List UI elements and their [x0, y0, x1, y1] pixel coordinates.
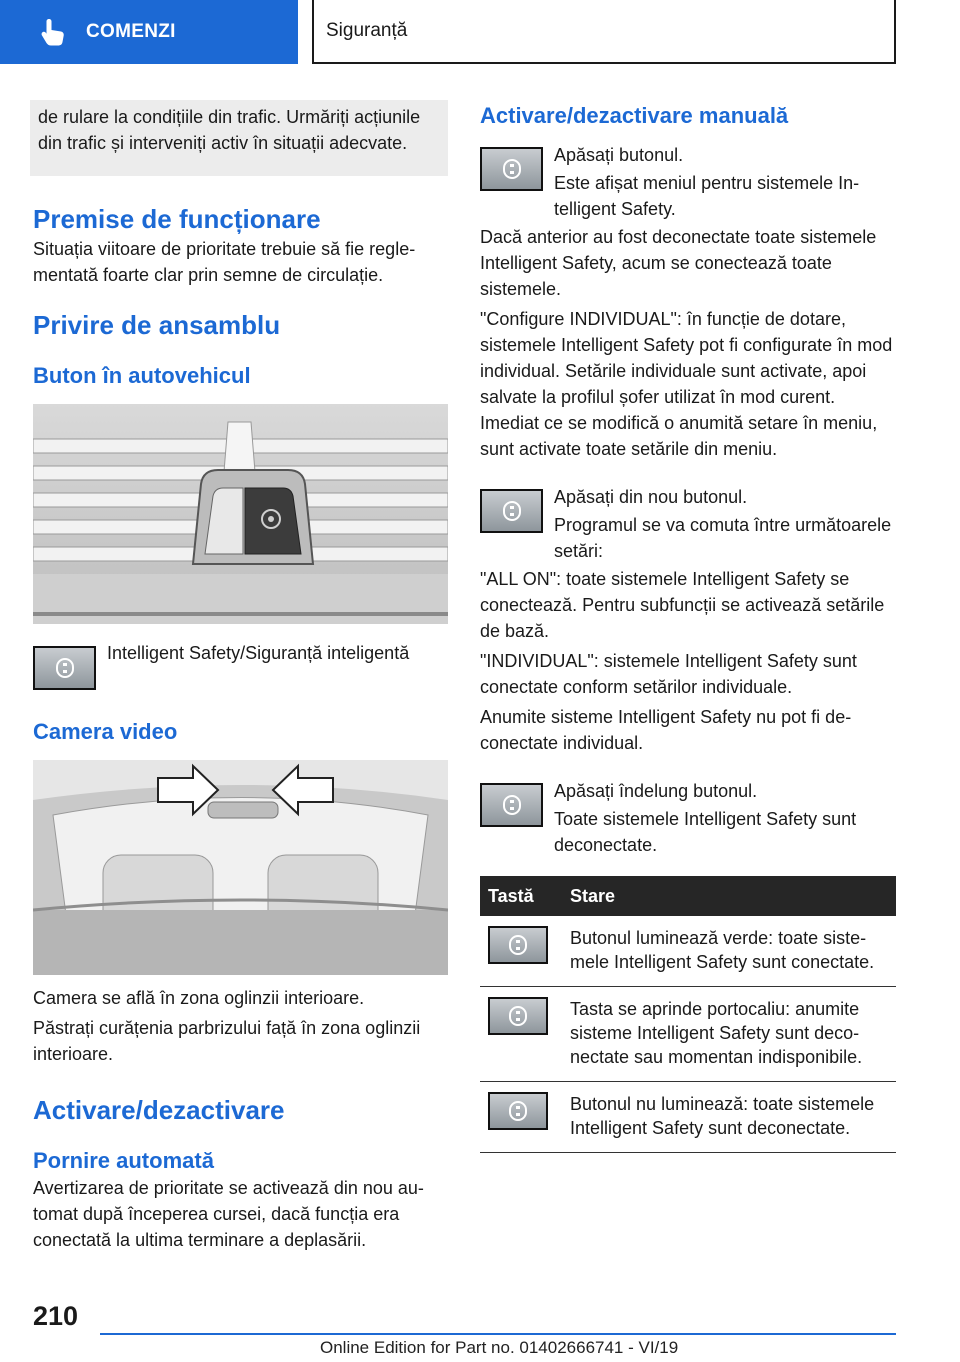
- paragraph-individual: "INDIVIDUAL": sistemele Intelligent Safety sunt conectate conform setărilor individuale.: [480, 651, 857, 697]
- heading-button-in-vehicle: Buton în autovehicul: [33, 363, 251, 388]
- intelligent-safety-button: [480, 489, 543, 533]
- step3-action: Apăsați îndelung butonul.: [554, 781, 758, 801]
- table-header-row: [480, 876, 896, 916]
- camera-location-photo: [33, 760, 448, 975]
- intelligent-safety-button: [488, 997, 548, 1035]
- table-row: [480, 916, 896, 987]
- step-press-again: [480, 484, 896, 566]
- note-text: de rulare la condițiile din trafic. Urmăriți acțiunile din trafic și interveniți activ în situații adecvate.: [38, 107, 421, 153]
- note-box: [30, 100, 448, 176]
- state-cell: Butonul luminează verde: toate sistemele Intelligent Safety sunt conectate.: [562, 916, 896, 987]
- table-row: [480, 1082, 896, 1153]
- footer-divider: [100, 1333, 896, 1335]
- intelligent-safety-icon: [54, 657, 76, 679]
- paragraph-all-on: "ALL ON": toate sistemele Intelligent Safety se conectează. Pentru subfuncții se activează setările de bază.: [480, 569, 885, 641]
- section-title: Siguranță: [312, 0, 896, 64]
- left-column: [33, 100, 448, 1257]
- intelligent-safety-button: [488, 1092, 548, 1130]
- paragraph-camera-clean: Păstrați curățenia parbrizului față în zona oglinzii interioare.: [33, 1018, 421, 1064]
- intelligent-safety-button: [488, 926, 548, 964]
- intelligent-safety-button: [480, 783, 543, 827]
- column-header-state: Stare: [562, 876, 896, 916]
- intelligent-safety-button: [480, 147, 543, 191]
- heading-overview: Privire de ansamblu: [33, 310, 281, 340]
- page-number: 210: [33, 1301, 79, 1331]
- right-column: [480, 100, 896, 1153]
- step1-action: Apăsați butonul.: [554, 145, 684, 165]
- paragraph-not-individually: Anumite sisteme Intelligent Safety nu pot fi deconectate individual.: [480, 707, 852, 753]
- table-row: [480, 987, 896, 1082]
- intelligent-safety-icon: [501, 794, 523, 816]
- intelligent-safety-button: [33, 646, 96, 690]
- paragraph-reconnect: Dacă anterior au fost deconectate toate sistemele Intelligent Safety, acum se conectează toate sistemele.: [480, 227, 877, 299]
- intelligent-safety-icon: [501, 158, 523, 180]
- intelligent-safety-icon: [507, 934, 529, 956]
- heading-camera: Camera video: [33, 719, 178, 744]
- heading-auto-start: Pornire automată: [33, 1148, 214, 1173]
- chapter-tab[interactable]: [0, 0, 298, 64]
- edition-text: Online Edition for Part no. 01402666741 - VI/19: [320, 1338, 679, 1357]
- intelligent-safety-icon: [507, 1005, 529, 1027]
- step2-result: Programul se va comuta între următoarele setări:: [554, 515, 892, 561]
- chapter-label: COMENZI: [86, 21, 176, 42]
- button-state-table: [480, 876, 896, 1153]
- paragraph-configure: "Configure INDIVIDUAL": în funcție de dotare, sistemele Intelligent Safety pot fi configurate în mod individual. Setările individuale sunt activate, apoi salvate la profilul șofer utilizat în mod curent. Imediat ce se modifică o anumită setare în meniu, sunt activate toate setările din meniu.: [480, 309, 893, 459]
- heading-activation: Activare/dezactivare: [33, 1095, 285, 1125]
- hand-pointer-icon: [40, 17, 66, 47]
- button-caption-row: [33, 636, 448, 690]
- paragraph-camera-location: Camera se află în zona oglinzii interioare.: [33, 988, 365, 1008]
- step-press-button: [480, 142, 896, 224]
- step-long-press: [480, 778, 896, 860]
- step3-result: Toate sistemele Intelligent Safety sunt deconectate.: [554, 809, 857, 855]
- step1-result: Este afișat meniul pentru sistemele Intelligent Safety.: [554, 173, 860, 219]
- button-caption: Intelligent Safety/Siguranță inteligentă: [107, 643, 410, 663]
- console-button-photo: [33, 404, 448, 624]
- heading-premise: Premise de funcționare: [33, 204, 321, 234]
- column-header-key: Tastă: [480, 876, 562, 916]
- state-cell: Butonul nu luminează: toate sistemele Intelligent Safety sunt deconectate.: [562, 1082, 896, 1153]
- paragraph-auto-start: Avertizarea de prioritate se activează din nou automat după începerea cursei, dacă funcția era conectată la ultima terminare a deplasării.: [33, 1178, 424, 1250]
- intelligent-safety-icon: [501, 500, 523, 522]
- intelligent-safety-icon: [507, 1100, 529, 1122]
- step2-action: Apăsați din nou butonul.: [554, 487, 748, 507]
- heading-manual: Activare/dezactivare manuală: [480, 103, 789, 128]
- state-cell: Tasta se aprinde portocaliu: anumite sisteme Intelligent Safety sunt deconectate sau momentan indisponibile.: [562, 987, 896, 1082]
- paragraph-premise: Situația viitoare de prioritate trebuie să fie reglementată foarte clar prin semne de circulație.: [33, 239, 416, 285]
